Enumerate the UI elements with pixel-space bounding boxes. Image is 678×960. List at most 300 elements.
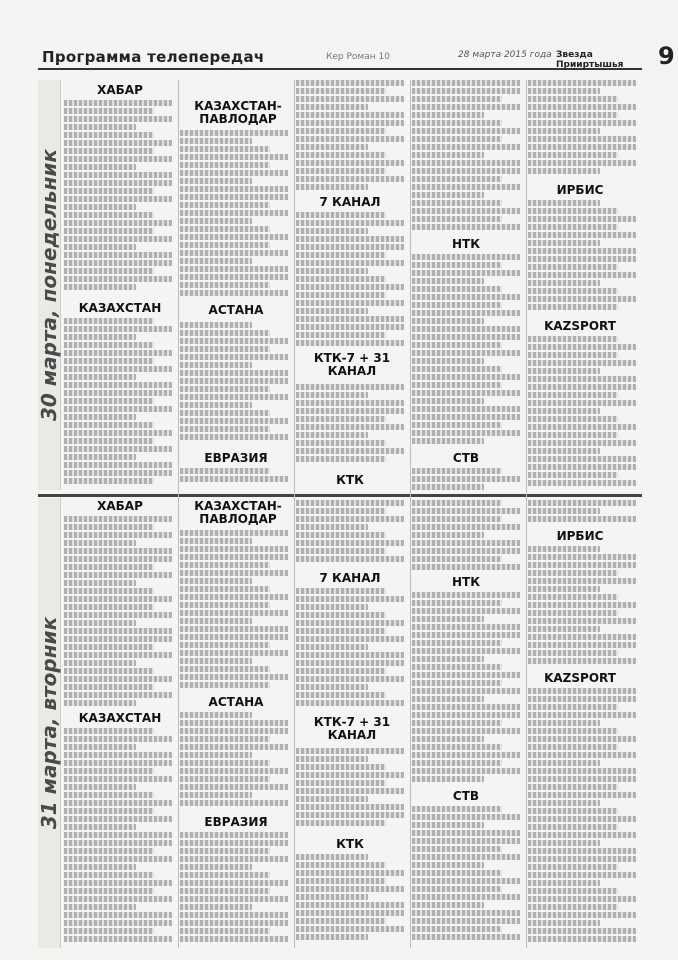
listing-line bbox=[412, 224, 520, 230]
listing-line bbox=[528, 296, 636, 302]
listing-line bbox=[528, 500, 636, 506]
listing-line bbox=[528, 432, 618, 438]
newspaper-name: Звезда Прииртышья bbox=[556, 50, 624, 70]
listing-line bbox=[412, 768, 520, 774]
listing-line bbox=[528, 152, 618, 158]
listing-line bbox=[528, 562, 636, 568]
listing-line bbox=[296, 308, 368, 314]
listing-line bbox=[412, 476, 520, 482]
listing-line bbox=[180, 578, 252, 584]
listing-line bbox=[180, 258, 252, 264]
listing-line bbox=[528, 602, 636, 608]
listing-line bbox=[528, 642, 636, 648]
listing-line bbox=[180, 354, 288, 360]
listing-line bbox=[528, 104, 636, 110]
listing-line bbox=[64, 188, 154, 194]
listing-line bbox=[412, 672, 520, 678]
listing-line bbox=[180, 800, 288, 806]
listing-line bbox=[412, 696, 484, 702]
listing-line bbox=[528, 554, 636, 560]
listing-line bbox=[180, 936, 288, 942]
listing-block bbox=[64, 318, 174, 488]
listing-line bbox=[180, 666, 270, 672]
listing-block bbox=[180, 832, 290, 948]
listing-line bbox=[180, 138, 252, 144]
listing-line bbox=[412, 184, 520, 190]
listing-line bbox=[180, 554, 288, 560]
listing-line bbox=[528, 344, 636, 350]
listing-line bbox=[64, 604, 154, 610]
listing-line bbox=[412, 270, 520, 276]
listing-line bbox=[296, 168, 386, 174]
listing-line bbox=[528, 168, 600, 174]
listing-line bbox=[180, 570, 288, 576]
listing-line bbox=[296, 652, 404, 658]
issue-date: 28 марта 2015 года bbox=[458, 50, 552, 60]
listing-line bbox=[64, 768, 154, 774]
listing-line bbox=[412, 382, 502, 388]
listing-line bbox=[296, 684, 368, 690]
listing-line bbox=[412, 120, 502, 126]
listing-block bbox=[412, 500, 522, 572]
listing-line bbox=[528, 448, 600, 454]
listing-line bbox=[180, 290, 288, 296]
channel-heading: СТВ bbox=[452, 451, 480, 465]
listing-line bbox=[528, 280, 600, 286]
listing-line bbox=[528, 508, 600, 514]
channel-heading: ХАБАР bbox=[97, 83, 143, 97]
listing-line bbox=[528, 594, 618, 600]
listing-line bbox=[64, 108, 154, 114]
listing-line bbox=[180, 402, 252, 408]
listing-line bbox=[412, 262, 502, 268]
listing-line bbox=[412, 326, 520, 332]
listing-line bbox=[64, 430, 172, 436]
listing-line bbox=[296, 440, 386, 446]
listing-line bbox=[64, 856, 172, 862]
listing-line bbox=[528, 160, 636, 166]
listing-line bbox=[296, 176, 404, 182]
listing-line bbox=[528, 912, 636, 918]
listing-line bbox=[528, 744, 618, 750]
listing-line bbox=[412, 176, 502, 182]
listing-line bbox=[528, 880, 600, 886]
listing-line bbox=[528, 336, 618, 342]
listing-line bbox=[412, 720, 502, 726]
listing-line bbox=[64, 366, 172, 372]
listing-line bbox=[64, 446, 172, 452]
listing-line bbox=[412, 862, 484, 868]
listing-line bbox=[296, 324, 404, 330]
listing-line bbox=[528, 240, 600, 246]
listing-line bbox=[528, 570, 618, 576]
channel-heading: СТВ bbox=[452, 789, 480, 803]
listing-line bbox=[296, 448, 404, 454]
listing-line bbox=[412, 760, 502, 766]
listing-line bbox=[296, 144, 368, 150]
listing-line bbox=[528, 920, 600, 926]
listing-line bbox=[296, 764, 386, 770]
listing-line bbox=[528, 128, 600, 134]
listing-line bbox=[528, 136, 636, 142]
listing-line bbox=[64, 628, 172, 634]
listing-line bbox=[296, 88, 386, 94]
listing-line bbox=[528, 384, 636, 390]
listing-line bbox=[528, 824, 618, 830]
listing-line bbox=[528, 288, 618, 294]
listing-line bbox=[64, 422, 154, 428]
listing-line bbox=[64, 684, 154, 690]
listing-line bbox=[412, 128, 520, 134]
listing-line bbox=[296, 300, 404, 306]
page-number: 9 bbox=[658, 42, 675, 70]
listing-line bbox=[528, 696, 636, 702]
listing-line bbox=[64, 414, 136, 420]
channel-heading: ХАБАР bbox=[97, 499, 143, 513]
channel-heading: ЕВРАЗИЯ bbox=[204, 815, 268, 829]
listing-line bbox=[296, 268, 368, 274]
listing-line bbox=[64, 252, 172, 258]
listing-line bbox=[180, 920, 288, 926]
listing-block bbox=[64, 516, 174, 708]
listing-line bbox=[64, 124, 136, 130]
listing-line bbox=[296, 604, 368, 610]
listing-line bbox=[180, 792, 252, 798]
listing-line bbox=[412, 358, 484, 364]
listing-line bbox=[296, 886, 404, 892]
listing-line bbox=[64, 556, 172, 562]
listing-line bbox=[180, 282, 270, 288]
listing-line bbox=[528, 440, 636, 446]
listing-line bbox=[180, 226, 270, 232]
listing-line bbox=[180, 928, 270, 934]
listing-line bbox=[296, 548, 386, 554]
listing-line bbox=[64, 382, 172, 388]
listing-line bbox=[412, 406, 520, 412]
listing-line bbox=[64, 668, 154, 674]
listing-block bbox=[296, 588, 406, 712]
listing-line bbox=[180, 218, 252, 224]
listing-block bbox=[180, 530, 290, 692]
channel-heading: 7 КАНАЛ bbox=[319, 571, 381, 585]
listing-line bbox=[412, 886, 502, 892]
listing-line bbox=[296, 392, 368, 398]
listing-line bbox=[180, 776, 270, 782]
listing-line bbox=[64, 692, 172, 698]
listing-line bbox=[528, 864, 618, 870]
listing-line bbox=[412, 192, 484, 198]
listing-line bbox=[412, 144, 520, 150]
listing-line bbox=[528, 704, 618, 710]
listing-line bbox=[412, 532, 484, 538]
listing-line bbox=[64, 580, 136, 586]
listing-line bbox=[528, 688, 636, 694]
listing-line bbox=[296, 292, 386, 298]
listing-block bbox=[528, 546, 638, 668]
listing-line bbox=[64, 840, 172, 846]
listing-line bbox=[412, 136, 502, 142]
listing-line bbox=[412, 516, 502, 522]
listing-block bbox=[64, 100, 174, 298]
listing-line bbox=[180, 468, 270, 474]
channel-heading: КАЗАХСТАН-ПАВЛОДАР bbox=[194, 499, 282, 526]
listing-line bbox=[412, 500, 502, 506]
listing-line bbox=[296, 104, 368, 110]
listing-line bbox=[412, 438, 484, 444]
listing-line bbox=[180, 872, 270, 878]
listing-line bbox=[412, 302, 502, 308]
listing-line bbox=[528, 736, 636, 742]
listing-block bbox=[528, 200, 638, 316]
listing-line bbox=[528, 792, 636, 798]
listing-line bbox=[296, 820, 386, 826]
listing-line bbox=[412, 934, 520, 940]
listing-line bbox=[296, 772, 404, 778]
listing-line bbox=[528, 546, 600, 552]
listing-line bbox=[528, 872, 636, 878]
listing-line bbox=[296, 424, 404, 430]
listing-line bbox=[180, 234, 288, 240]
listing-line bbox=[64, 848, 154, 854]
listing-line bbox=[412, 484, 484, 490]
listing-line bbox=[528, 264, 618, 270]
listing-line bbox=[64, 700, 136, 706]
listing-line bbox=[64, 540, 136, 546]
listing-line bbox=[412, 616, 484, 622]
listing-line bbox=[528, 626, 600, 632]
listing-line bbox=[64, 204, 136, 210]
listing-line bbox=[412, 278, 484, 284]
listing-line bbox=[528, 304, 618, 310]
listing-line bbox=[528, 392, 618, 398]
listing-line bbox=[296, 136, 404, 142]
listing-line bbox=[180, 848, 270, 854]
listing-line bbox=[412, 664, 502, 670]
listing-line bbox=[64, 244, 136, 250]
listing-line bbox=[64, 776, 172, 782]
listing-line bbox=[296, 870, 404, 876]
listing-line bbox=[180, 154, 288, 160]
listing-block bbox=[180, 322, 290, 448]
day-divider bbox=[38, 494, 642, 497]
listing-line bbox=[296, 910, 404, 916]
listing-line bbox=[412, 96, 502, 102]
listing-line bbox=[180, 410, 270, 416]
listing-line bbox=[296, 212, 386, 218]
listing-line bbox=[412, 294, 520, 300]
listing-line bbox=[64, 816, 172, 822]
listing-line bbox=[180, 586, 270, 592]
listing-line bbox=[528, 200, 600, 206]
channel-heading: КТК-7 + 31 КАНАЛ bbox=[313, 715, 391, 742]
listing-line bbox=[528, 368, 600, 374]
listing-line bbox=[296, 220, 404, 226]
listing-line bbox=[412, 160, 520, 166]
listing-line bbox=[528, 586, 600, 592]
listing-line bbox=[180, 426, 270, 432]
column-separator bbox=[526, 80, 527, 948]
listing-line bbox=[412, 728, 520, 734]
listing-line bbox=[296, 894, 368, 900]
listing-line bbox=[412, 910, 520, 916]
listing-line bbox=[412, 926, 502, 932]
listing-line bbox=[528, 516, 636, 522]
listing-line bbox=[64, 880, 172, 886]
listing-line bbox=[528, 272, 636, 278]
listing-line bbox=[296, 152, 386, 158]
listing-line bbox=[296, 500, 404, 506]
listing-line bbox=[528, 776, 636, 782]
listing-line bbox=[180, 546, 288, 552]
listing-line bbox=[528, 112, 618, 118]
listing-line bbox=[296, 228, 368, 234]
listing-line bbox=[296, 788, 404, 794]
listing-line bbox=[180, 674, 288, 680]
listing-block bbox=[528, 336, 638, 492]
listing-line bbox=[64, 284, 136, 290]
listing-line bbox=[528, 96, 618, 102]
listing-line bbox=[296, 878, 386, 884]
listing-line bbox=[528, 248, 636, 254]
listing-line bbox=[528, 208, 618, 214]
listing-line bbox=[64, 390, 172, 396]
listing-line bbox=[64, 454, 136, 460]
listing-line bbox=[412, 422, 502, 428]
listing-line bbox=[528, 658, 636, 664]
listing-line bbox=[296, 588, 386, 594]
listing-line bbox=[64, 470, 172, 476]
listing-line bbox=[528, 464, 636, 470]
listing-line bbox=[180, 720, 288, 726]
listing-line bbox=[180, 274, 288, 280]
listing-line bbox=[64, 728, 154, 734]
listing-line bbox=[64, 928, 154, 934]
listing-line bbox=[528, 610, 618, 616]
column-separator bbox=[294, 80, 295, 948]
listing-block bbox=[412, 468, 522, 494]
listing-line bbox=[528, 720, 600, 726]
listing-line bbox=[180, 634, 288, 640]
listing-line bbox=[64, 148, 154, 154]
listing-line bbox=[296, 532, 386, 538]
listing-block bbox=[296, 854, 406, 948]
listing-line bbox=[180, 202, 270, 208]
listing-line bbox=[64, 326, 172, 332]
listing-line bbox=[528, 768, 636, 774]
listing-line bbox=[296, 284, 404, 290]
channel-heading: ИРБИС bbox=[556, 183, 604, 197]
listing-line bbox=[412, 318, 484, 324]
listing-line bbox=[296, 756, 368, 762]
listing-line bbox=[296, 540, 404, 546]
listing-line bbox=[180, 610, 288, 616]
listing-line bbox=[64, 572, 172, 578]
listing-line bbox=[64, 406, 172, 412]
listing-line bbox=[412, 564, 520, 570]
listing-line bbox=[528, 224, 618, 230]
listing-line bbox=[180, 170, 288, 176]
listing-line bbox=[296, 516, 404, 522]
listing-block bbox=[412, 254, 522, 448]
listing-line bbox=[412, 508, 520, 514]
listing-line bbox=[296, 276, 386, 282]
listing-line bbox=[64, 180, 172, 186]
listing-block bbox=[296, 80, 406, 192]
channel-heading: ИРБИС bbox=[556, 529, 604, 543]
listing-line bbox=[64, 832, 172, 838]
listing-line bbox=[64, 164, 136, 170]
listing-line bbox=[180, 618, 252, 624]
listing-line bbox=[412, 752, 520, 758]
listing-line bbox=[412, 200, 502, 206]
listing-line bbox=[296, 804, 404, 810]
listing-line bbox=[296, 644, 368, 650]
listing-line bbox=[412, 736, 484, 742]
listing-line bbox=[64, 212, 154, 218]
listing-line bbox=[64, 140, 172, 146]
listing-line bbox=[296, 934, 368, 940]
listing-line bbox=[412, 208, 520, 214]
channel-heading: KAZSPORT bbox=[544, 671, 616, 685]
listing-line bbox=[528, 416, 618, 422]
listing-line bbox=[412, 830, 520, 836]
listing-line bbox=[180, 130, 288, 136]
listing-line bbox=[64, 196, 172, 202]
listing-line bbox=[296, 926, 404, 932]
listing-block bbox=[528, 500, 638, 526]
listing-line bbox=[180, 832, 288, 838]
listing-line bbox=[180, 476, 288, 482]
listing-line bbox=[296, 252, 386, 258]
listing-line bbox=[180, 362, 252, 368]
listing-line bbox=[296, 612, 386, 618]
listing-line bbox=[412, 680, 502, 686]
listing-line bbox=[412, 334, 520, 340]
listing-line bbox=[64, 276, 172, 282]
listing-line bbox=[412, 540, 520, 546]
listing-line bbox=[296, 692, 386, 698]
listing-line bbox=[64, 172, 172, 178]
listing-line bbox=[528, 848, 636, 854]
listing-line bbox=[412, 398, 484, 404]
listing-line bbox=[64, 920, 172, 926]
listing-block bbox=[296, 500, 406, 568]
listing-line bbox=[296, 918, 386, 924]
listing-line bbox=[412, 524, 520, 530]
listing-line bbox=[180, 186, 288, 192]
channel-heading: KAZSPORT bbox=[544, 319, 616, 333]
listing-line bbox=[412, 846, 502, 852]
listing-block bbox=[296, 490, 406, 494]
listing-line bbox=[180, 602, 270, 608]
listing-line bbox=[296, 780, 386, 786]
listing-line bbox=[180, 322, 252, 328]
listing-line bbox=[296, 184, 368, 190]
listing-line bbox=[64, 548, 172, 554]
listing-line bbox=[180, 370, 288, 376]
listing-line bbox=[64, 904, 136, 910]
listing-line bbox=[64, 644, 154, 650]
listing-line bbox=[64, 896, 172, 902]
listing-line bbox=[180, 194, 288, 200]
listing-line bbox=[412, 390, 520, 396]
listing-line bbox=[412, 216, 502, 222]
channel-heading: КАЗАХСТАН-ПАВЛОДАР bbox=[194, 99, 282, 126]
listing-line bbox=[64, 620, 136, 626]
listing-line bbox=[412, 854, 520, 860]
listing-line bbox=[296, 384, 404, 390]
listing-block bbox=[296, 212, 406, 348]
